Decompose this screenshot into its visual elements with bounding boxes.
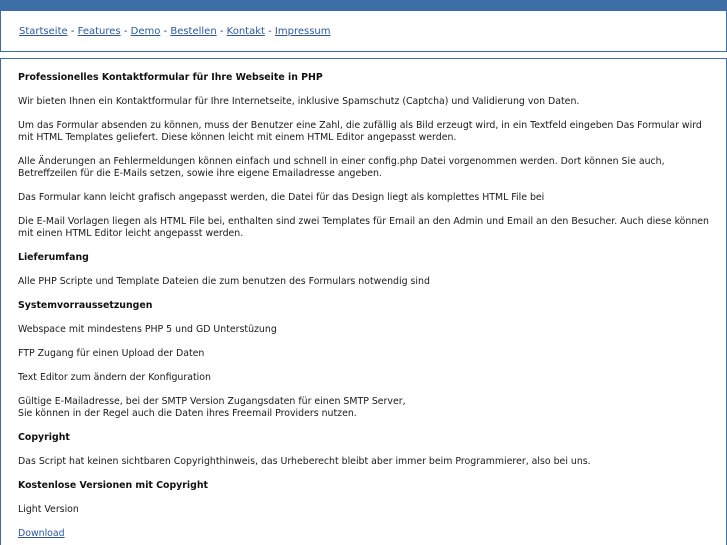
requirement-email-line1: Gültige E-Mailadresse, bei der SMTP Version Zugangsdaten für einen SMTP Server,	[18, 396, 406, 407]
design-paragraph: Das Formular kann leicht grafisch angepasst werden, die Datei für das Design liegt als komplettes HTML File bei	[18, 192, 545, 203]
config-paragraph: Alle Änderungen an Fehlermeldungen können einfach und schnell in einer config.php Datei vorgenommen werden. Dort können Sie auch, Betreffzeilen für die E-Mails setzen, sowie ihre eigene Emailadresse angeben.	[18, 156, 665, 179]
heading-lieferumfang: Lieferumfang	[18, 252, 89, 263]
main-navigation	[19, 26, 331, 38]
nav-link-impressum[interactable]: Impressum	[274, 26, 331, 37]
nav-separator: -	[123, 26, 128, 37]
requirement-editor: Text Editor zum ändern der Konfiguration	[18, 372, 211, 383]
nav-separator: -	[70, 26, 75, 37]
nav-link-demo[interactable]: Demo	[130, 26, 161, 37]
nav-link-bestellen[interactable]: Bestellen	[170, 26, 217, 37]
download-link[interactable]: Download	[18, 528, 65, 539]
light-version-label: Light Version	[18, 504, 79, 515]
intro-paragraph: Wir bieten Ihnen ein Kontaktformular für Ihre Internetseite, inklusive Spamschutz (Captcha) und Validierung von Daten.	[18, 96, 580, 107]
content-body	[18, 72, 713, 545]
heading-copyright: Copyright	[18, 432, 70, 443]
download-paragraph	[18, 528, 713, 540]
requirement-ftp: FTP Zugang für einen Upload der Daten	[18, 348, 205, 359]
requirement-email-line2: Sie können in der Regel auch die Daten ihres Freemail Providers nutzen.	[18, 408, 357, 419]
requirement-webspace: Webspace mit mindestens PHP 5 und GD Unterstüzung	[18, 324, 277, 335]
heading-systemvoraussetzungen: Systemvorraussetzungen	[18, 300, 153, 311]
nav-link-kontakt[interactable]: Kontakt	[226, 26, 265, 37]
heading-free-versions: Kostenlose Versionen mit Copyright	[18, 480, 208, 491]
content-panel	[0, 58, 727, 545]
navigation-box	[0, 11, 727, 52]
top-bar	[0, 0, 727, 11]
nav-separator: -	[163, 26, 168, 37]
nav-link-startseite[interactable]: Startseite	[19, 26, 68, 37]
copyright-paragraph: Das Script hat keinen sichtbaren Copyrighthinweis, das Urheberecht bleibt aber immer beim Programmierer, also bei uns.	[18, 456, 591, 467]
nav-separator: -	[219, 26, 224, 37]
nav-separator: -	[268, 26, 272, 37]
captcha-paragraph: Um das Formular absenden zu können, muss der Benutzer eine Zahl, die zufällig als Bild erzeugt wird, in ein Textfeld eingeben Das Formular wird mit HTML Templates geliefert. Diese können leicht mit einem HTML Editor angepasst werden.	[18, 120, 702, 143]
nav-link-features[interactable]: Features	[77, 26, 121, 37]
page-title: Professionelles Kontaktformular für Ihre Webseite in PHP	[18, 72, 323, 83]
email-template-paragraph: Die E-Mail Vorlagen liegen als HTML File bei, enthalten sind zwei Templates für Email an den Admin und Email an den Besucher. Auch diese können mit einen HTML Editor leicht angepasst werden.	[18, 216, 709, 239]
requirement-email	[18, 396, 713, 420]
lieferumfang-paragraph: Alle PHP Scripte und Template Dateien die zum benutzen des Formulars notwendig sind	[18, 276, 430, 287]
